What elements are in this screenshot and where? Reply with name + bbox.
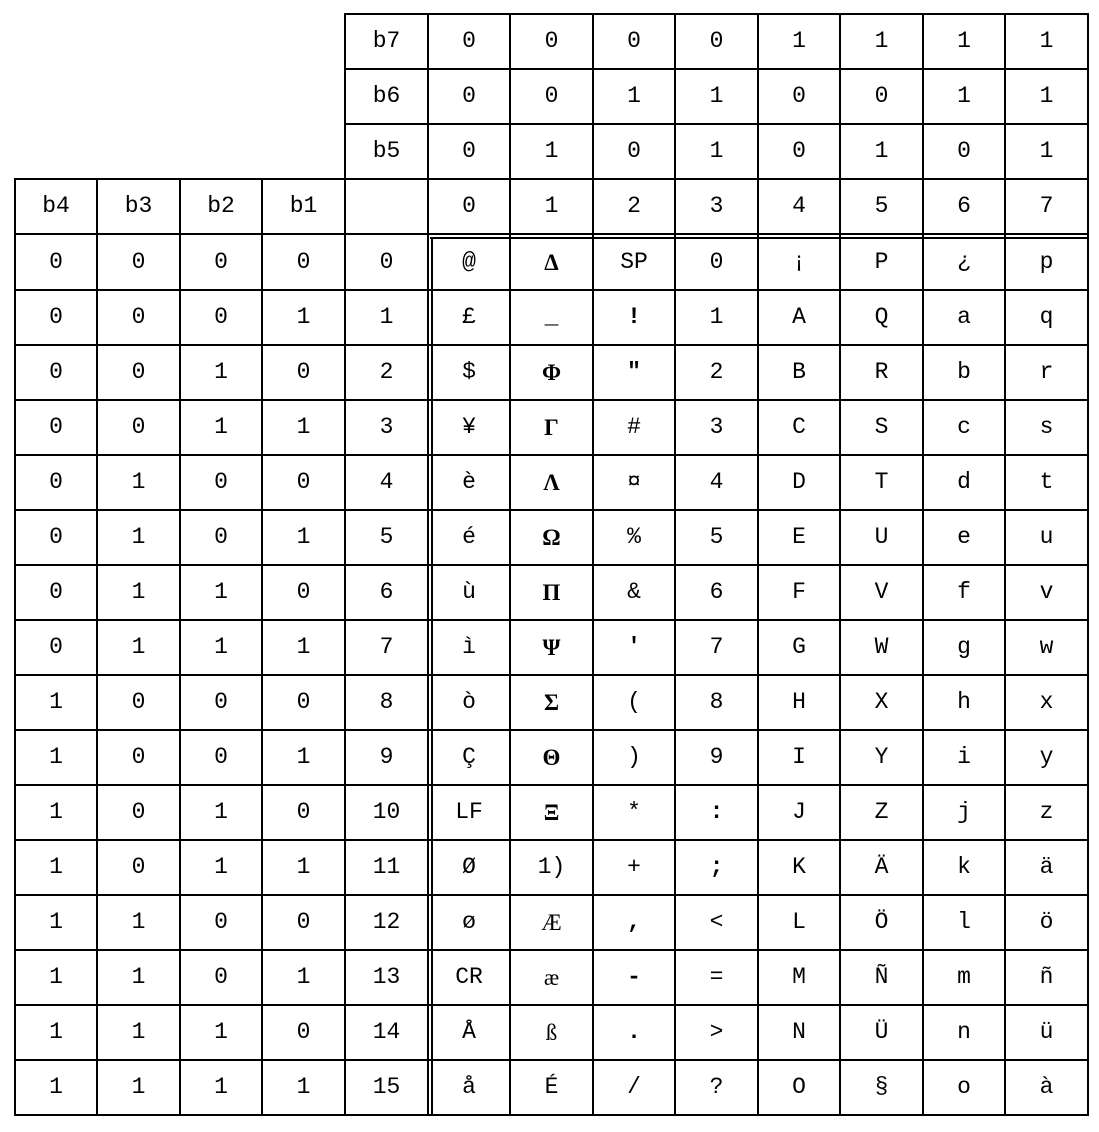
row-bit: 1 <box>261 1059 346 1116</box>
char-cell: ! <box>592 289 676 346</box>
row-index: 6 <box>344 564 429 621</box>
char-cell: ¡ <box>757 233 841 291</box>
bit-value-b6-6: 1 <box>922 68 1006 125</box>
char-cell: q <box>1004 289 1089 346</box>
char-cell: # <box>592 399 676 456</box>
char-cell: 3 <box>674 399 759 456</box>
char-cell: 5 <box>674 509 759 566</box>
char-cell: c <box>922 399 1006 456</box>
row-bit: 1 <box>179 839 263 896</box>
char-cell: ¤ <box>592 454 676 511</box>
char-cell: : <box>674 784 759 841</box>
char-cell: F <box>757 564 841 621</box>
row-index: 2 <box>344 344 429 401</box>
column-number-5: 5 <box>839 178 924 235</box>
bit-value-b7-0: 0 <box>427 13 511 70</box>
char-cell: CR <box>427 949 511 1006</box>
row-index: 12 <box>344 894 429 951</box>
char-cell: ¥ <box>427 399 511 456</box>
row-bit: 0 <box>179 233 263 291</box>
bit-value-b5-3: 1 <box>674 123 759 180</box>
char-cell: ü <box>1004 1004 1089 1061</box>
index-header <box>344 178 429 235</box>
row-index: 4 <box>344 454 429 511</box>
char-cell: 7 <box>674 619 759 676</box>
char-cell: * <box>592 784 676 841</box>
bit-value-b7-4: 1 <box>757 13 841 70</box>
row-bit: 0 <box>14 564 98 621</box>
row-bit: 0 <box>179 894 263 951</box>
row-bit: 1 <box>261 729 346 786</box>
char-cell: Π <box>509 564 594 621</box>
char-cell: Ω <box>509 509 594 566</box>
row-bit: 0 <box>261 894 346 951</box>
char-cell: à <box>1004 1059 1089 1116</box>
char-cell: s <box>1004 399 1089 456</box>
row-bit: 0 <box>179 729 263 786</box>
char-cell: ; <box>674 839 759 896</box>
char-cell: $ <box>427 344 511 401</box>
row-bit: 1 <box>179 564 263 621</box>
char-cell: Ξ <box>509 784 594 841</box>
row-index: 8 <box>344 674 429 731</box>
char-cell: v <box>1004 564 1089 621</box>
row-bit: 0 <box>14 399 98 456</box>
char-cell: é <box>427 509 511 566</box>
row-bit: 0 <box>179 454 263 511</box>
char-cell: å <box>427 1059 511 1116</box>
bit-label-b5: b5 <box>344 123 429 180</box>
char-cell: , <box>592 894 676 951</box>
bit-value-b7-3: 0 <box>674 13 759 70</box>
bit-value-b7-5: 1 <box>839 13 924 70</box>
char-cell: G <box>757 619 841 676</box>
char-cell: 4 <box>674 454 759 511</box>
char-cell: 1) <box>509 839 594 896</box>
row-bit: 0 <box>14 619 98 676</box>
row-bit: 1 <box>261 619 346 676</box>
row-bit: 1 <box>96 1059 181 1116</box>
bit-label-b2: b2 <box>179 178 263 235</box>
char-cell: < <box>674 894 759 951</box>
char-cell: e <box>922 509 1006 566</box>
char-cell: O <box>757 1059 841 1116</box>
row-bit: 1 <box>14 1004 98 1061</box>
bit-value-b7-2: 0 <box>592 13 676 70</box>
char-cell: Ä <box>839 839 924 896</box>
bit-label-b3: b3 <box>96 178 181 235</box>
column-number-2: 2 <box>592 178 676 235</box>
char-cell: ø <box>427 894 511 951</box>
row-bit: 0 <box>179 509 263 566</box>
char-cell: Z <box>839 784 924 841</box>
char-cell: ñ <box>1004 949 1089 1006</box>
row-index: 15 <box>344 1059 429 1116</box>
row-bit: 1 <box>14 949 98 1006</box>
char-cell: ä <box>1004 839 1089 896</box>
row-bit: 1 <box>14 784 98 841</box>
bit-value-b7-6: 1 <box>922 13 1006 70</box>
header-double-line <box>430 237 1088 239</box>
row-index: 1 <box>344 289 429 346</box>
char-cell: I <box>757 729 841 786</box>
char-cell: l <box>922 894 1006 951</box>
char-cell: 6 <box>674 564 759 621</box>
row-bit: 0 <box>14 509 98 566</box>
bit-value-b6-3: 1 <box>674 68 759 125</box>
bit-value-b6-7: 1 <box>1004 68 1089 125</box>
char-cell: 8 <box>674 674 759 731</box>
char-cell: C <box>757 399 841 456</box>
char-cell: f <box>922 564 1006 621</box>
char-cell: Γ <box>509 399 594 456</box>
char-cell: è <box>427 454 511 511</box>
bit-value-b5-1: 1 <box>509 123 594 180</box>
char-cell: Λ <box>509 454 594 511</box>
row-bit: 1 <box>14 894 98 951</box>
char-cell: d <box>922 454 1006 511</box>
char-cell: X <box>839 674 924 731</box>
row-bit: 0 <box>96 289 181 346</box>
char-cell: k <box>922 839 1006 896</box>
char-cell: L <box>757 894 841 951</box>
char-cell: A <box>757 289 841 346</box>
bit-value-b6-5: 0 <box>839 68 924 125</box>
char-cell: > <box>674 1004 759 1061</box>
char-cell: É <box>509 1059 594 1116</box>
bit-value-b5-5: 1 <box>839 123 924 180</box>
column-number-7: 7 <box>1004 178 1089 235</box>
char-cell: S <box>839 399 924 456</box>
row-index: 14 <box>344 1004 429 1061</box>
char-cell: U <box>839 509 924 566</box>
row-index: 13 <box>344 949 429 1006</box>
row-index: 5 <box>344 509 429 566</box>
row-bit: 1 <box>261 399 346 456</box>
row-bit: 1 <box>179 784 263 841</box>
char-cell: B <box>757 344 841 401</box>
row-bit: 1 <box>14 1059 98 1116</box>
char-cell: " <box>592 344 676 401</box>
row-bit: 1 <box>261 509 346 566</box>
char-cell: h <box>922 674 1006 731</box>
char-cell: £ <box>427 289 511 346</box>
row-bit: 0 <box>96 344 181 401</box>
char-cell: 1 <box>674 289 759 346</box>
row-bit: 1 <box>261 949 346 1006</box>
row-bit: 1 <box>96 564 181 621</box>
char-cell: g <box>922 619 1006 676</box>
char-cell: r <box>1004 344 1089 401</box>
row-bit: 1 <box>14 839 98 896</box>
char-cell: J <box>757 784 841 841</box>
char-cell: % <box>592 509 676 566</box>
row-bit: 0 <box>14 344 98 401</box>
row-bit: 0 <box>179 949 263 1006</box>
bit-value-b6-0: 0 <box>427 68 511 125</box>
row-bit: 0 <box>96 399 181 456</box>
row-bit: 1 <box>179 399 263 456</box>
char-cell: w <box>1004 619 1089 676</box>
char-cell: R <box>839 344 924 401</box>
char-cell: 9 <box>674 729 759 786</box>
char-cell: ö <box>1004 894 1089 951</box>
row-bit: 1 <box>96 1004 181 1061</box>
row-bit: 0 <box>14 289 98 346</box>
row-bit: 0 <box>261 233 346 291</box>
char-cell: m <box>922 949 1006 1006</box>
bit-label-b7: b7 <box>344 13 429 70</box>
char-cell: V <box>839 564 924 621</box>
bit-value-b6-1: 0 <box>509 68 594 125</box>
char-cell: o <box>922 1059 1006 1116</box>
char-cell: ) <box>592 729 676 786</box>
row-bit: 0 <box>179 674 263 731</box>
column-number-4: 4 <box>757 178 841 235</box>
char-cell: = <box>674 949 759 1006</box>
char-cell: - <box>592 949 676 1006</box>
char-cell: Ç <box>427 729 511 786</box>
bit-value-b5-4: 0 <box>757 123 841 180</box>
row-bit: 0 <box>14 454 98 511</box>
char-cell: SP <box>592 233 676 291</box>
char-cell: Θ <box>509 729 594 786</box>
char-cell: Å <box>427 1004 511 1061</box>
char-cell: Ø <box>427 839 511 896</box>
char-cell: ì <box>427 619 511 676</box>
char-cell: Q <box>839 289 924 346</box>
bit-value-b7-7: 1 <box>1004 13 1089 70</box>
char-cell: E <box>757 509 841 566</box>
char-cell: Æ <box>509 894 594 951</box>
row-bit: 1 <box>179 619 263 676</box>
char-cell: & <box>592 564 676 621</box>
char-cell: n <box>922 1004 1006 1061</box>
char-cell: y <box>1004 729 1089 786</box>
row-bit: 0 <box>261 1004 346 1061</box>
bit-value-b5-7: 1 <box>1004 123 1089 180</box>
char-cell: t <box>1004 454 1089 511</box>
char-cell: ' <box>592 619 676 676</box>
char-cell: + <box>592 839 676 896</box>
index-double-line <box>431 237 433 1116</box>
row-bit: 0 <box>96 674 181 731</box>
row-bit: 1 <box>14 729 98 786</box>
row-index: 7 <box>344 619 429 676</box>
row-bit: 0 <box>261 784 346 841</box>
bit-value-b5-6: 0 <box>922 123 1006 180</box>
char-cell: ? <box>674 1059 759 1116</box>
bit-value-b6-2: 1 <box>592 68 676 125</box>
column-number-6: 6 <box>922 178 1006 235</box>
row-bit: 0 <box>179 289 263 346</box>
char-cell: . <box>592 1004 676 1061</box>
char-cell: z <box>1004 784 1089 841</box>
char-cell: Ñ <box>839 949 924 1006</box>
char-cell: W <box>839 619 924 676</box>
char-cell: u <box>1004 509 1089 566</box>
char-cell: ( <box>592 674 676 731</box>
bit-value-b5-2: 0 <box>592 123 676 180</box>
row-bit: 1 <box>14 674 98 731</box>
char-cell: Ö <box>839 894 924 951</box>
row-bit: 0 <box>261 344 346 401</box>
row-bit: 0 <box>96 839 181 896</box>
char-cell: x <box>1004 674 1089 731</box>
char-cell: M <box>757 949 841 1006</box>
char-cell: b <box>922 344 1006 401</box>
char-cell: Y <box>839 729 924 786</box>
column-number-1: 1 <box>509 178 594 235</box>
char-cell: N <box>757 1004 841 1061</box>
char-cell: @ <box>427 233 511 291</box>
char-cell: ù <box>427 564 511 621</box>
row-index: 9 <box>344 729 429 786</box>
char-cell: æ <box>509 949 594 1006</box>
char-cell: j <box>922 784 1006 841</box>
char-cell: i <box>922 729 1006 786</box>
char-cell: Φ <box>509 344 594 401</box>
char-cell: _ <box>509 289 594 346</box>
row-bit: 0 <box>96 729 181 786</box>
char-cell: p <box>1004 233 1089 291</box>
row-bit: 1 <box>96 619 181 676</box>
char-cell: ò <box>427 674 511 731</box>
row-bit: 0 <box>261 674 346 731</box>
char-cell: K <box>757 839 841 896</box>
row-bit: 1 <box>96 454 181 511</box>
row-bit: 0 <box>261 564 346 621</box>
row-bit: 1 <box>96 894 181 951</box>
row-bit: 1 <box>96 949 181 1006</box>
char-cell: T <box>839 454 924 511</box>
row-index: 11 <box>344 839 429 896</box>
char-cell: Ü <box>839 1004 924 1061</box>
row-bit: 0 <box>14 233 98 291</box>
char-cell: H <box>757 674 841 731</box>
row-bit: 1 <box>179 1004 263 1061</box>
bit-value-b5-0: 0 <box>427 123 511 180</box>
row-bit: 0 <box>261 454 346 511</box>
row-bit: 1 <box>179 344 263 401</box>
bit-value-b6-4: 0 <box>757 68 841 125</box>
row-index: 10 <box>344 784 429 841</box>
column-number-0: 0 <box>427 178 511 235</box>
row-bit: 1 <box>179 1059 263 1116</box>
bit-label-b4: b4 <box>14 178 98 235</box>
row-bit: 1 <box>261 289 346 346</box>
row-bit: 0 <box>96 784 181 841</box>
row-index: 0 <box>344 233 429 291</box>
char-cell: Ψ <box>509 619 594 676</box>
char-cell: D <box>757 454 841 511</box>
char-cell: Δ <box>509 233 594 291</box>
char-cell: ß <box>509 1004 594 1061</box>
char-cell: P <box>839 233 924 291</box>
char-cell: / <box>592 1059 676 1116</box>
char-cell: § <box>839 1059 924 1116</box>
bit-value-b7-1: 0 <box>509 13 594 70</box>
row-index: 3 <box>344 399 429 456</box>
bit-label-b1: b1 <box>261 178 346 235</box>
char-cell: ¿ <box>922 233 1006 291</box>
char-cell: a <box>922 289 1006 346</box>
char-cell: Σ <box>509 674 594 731</box>
char-cell: 0 <box>674 233 759 291</box>
char-cell: LF <box>427 784 511 841</box>
row-bit: 1 <box>261 839 346 896</box>
row-bit: 1 <box>96 509 181 566</box>
row-bit: 0 <box>96 233 181 291</box>
bit-label-b6: b6 <box>344 68 429 125</box>
column-number-3: 3 <box>674 178 759 235</box>
char-cell: 2 <box>674 344 759 401</box>
